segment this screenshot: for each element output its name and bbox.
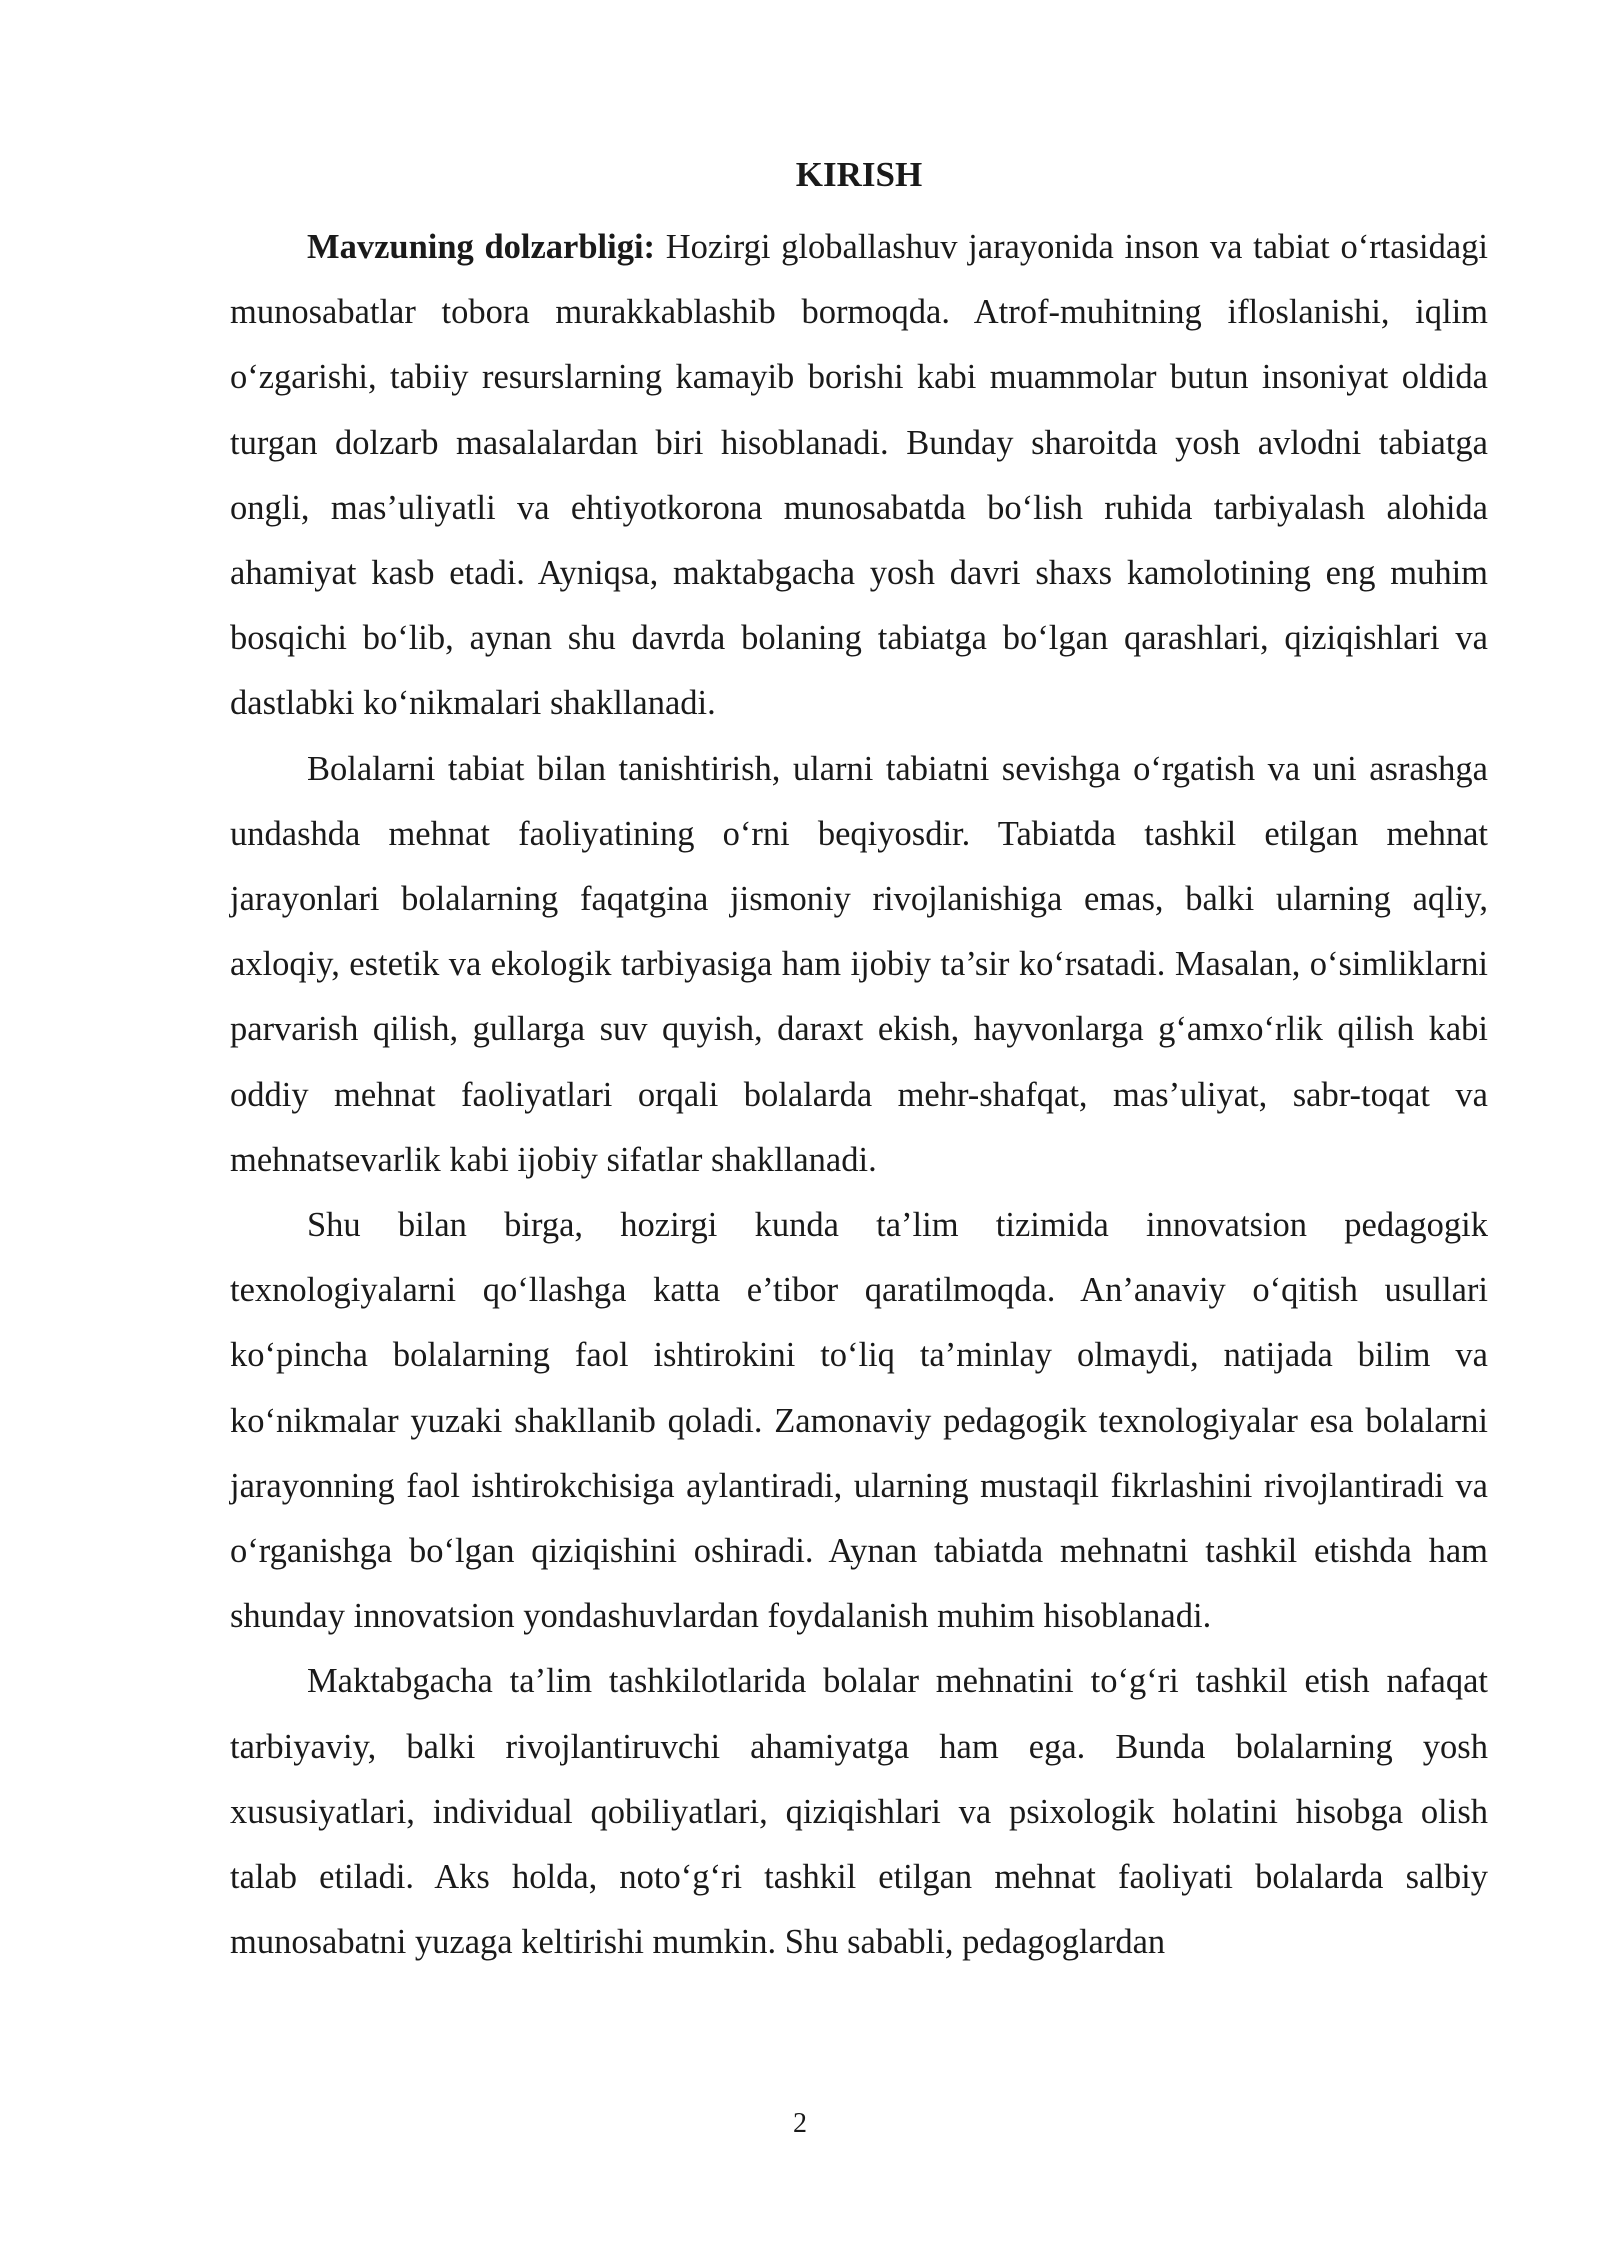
paragraph-nature-labor: Bolalarni tabiat bilan tanishtirish, ularni tabiatni sevishga o‘rgatish va uni asrashga undashda mehnat faoliyatining o‘rni beqiyosdir. Tabiatda tashkil etilgan mehnat jarayonlari bolalarning faqatgina jismoniy rivojlanishiga emas, balki ularning aqliy, axloqiy, estetik va ekologik tarbiyasiga ham ijobiy ta’sir ko‘rsatadi. Masalan, o‘simliklarni parvarish qilish, gullarga suv quyish, daraxt ekish, hayvonlarga g‘amxo‘rlik qilish kabi oddiy mehnat faoliyatlari orqali bolalarda mehr-shafqat, mas’uliyat, sabr-toqat va mehnatsevarlik kabi ijobiy sifatlar shakllanadi. bbox=[230, 749, 1488, 1179]
paragraph-text: Hozirgi globallashuv jarayonida inson va tabiat o‘rtasidagi munosabatlar tobora murakkablashib bormoqda. Atrof-muhitning ifloslanishi, iqlim o‘zgarishi, tabiiy resurslarning kamayib borishi kabi muammolar butun insoniyat oldida turgan dolzarb masalalardan biri hisoblanadi. Bunday sharoitda yosh avlodni tabiatga ongli, mas’uliyatli va ehtiyotkorona munosabatda bo‘lish ruhida tarbiyalash alohida ahamiyat kasb etadi. Ayniqsa, maktabgacha yosh davri shaxs kamolotining eng muhim bosqichi bo‘lib, aynan shu davrda bolaning tabiatga bo‘lgan qarashlari, qiziqishlari va dastlabki ko‘nikmalari shakllanadi. bbox=[230, 228, 1488, 723]
document-page bbox=[230, 150, 1488, 1975]
paragraph-innovative-tech: Shu bilan birga, hozirgi kunda ta’lim tizimida innovatsion pedagogik texnologiyalarni qo‘llashga katta e’tibor qaratilmoqda. An’anaviy o‘qitish usullari ko‘pincha bolalarning faol ishtirokini to‘liq ta’minlay olmaydi, natijada bilim va ko‘nikmalar yuzaki shakllanib qoladi. Zamonaviy pedagogik texnologiyalar esa bolalarni jarayonning faol ishtirokchisiga aylantiradi, ularning mustaqil fikrlashini rivojlantiradi va o‘rganishga bo‘lgan qiziqishini oshiradi. Aynan tabiatda mehnatni tashkil etishda ham shunday innovatsion yondashuvlardan foydalanish muhim hisoblanadi. bbox=[230, 1206, 1488, 1636]
page-number: 2 bbox=[793, 2108, 807, 2139]
paragraph-relevance bbox=[230, 215, 1488, 737]
paragraph-lead: Mavzuning dolzarbligi: bbox=[307, 228, 656, 266]
section-heading: KIRISH bbox=[795, 155, 923, 194]
paragraph-preschool-labor: Maktabgacha ta’lim tashkilotlarida bolalar mehnatini to‘g‘ri tashkil etish nafaqat tarbiyaviy, balki rivojlantiruvchi ahamiyatga ham ega. Bunda bolalarning yosh xususiyatlari, individual qobiliyatlari, qiziqishlari va psixologik holatini hisobga olish talab etiladi. Aks holda, noto‘g‘ri tashkil etilgan mehnat faoliyati bolalarda salbiy munosabatni yuzaga keltirishi mumkin. Shu sababli, pedagoglardan bbox=[230, 1662, 1488, 1962]
